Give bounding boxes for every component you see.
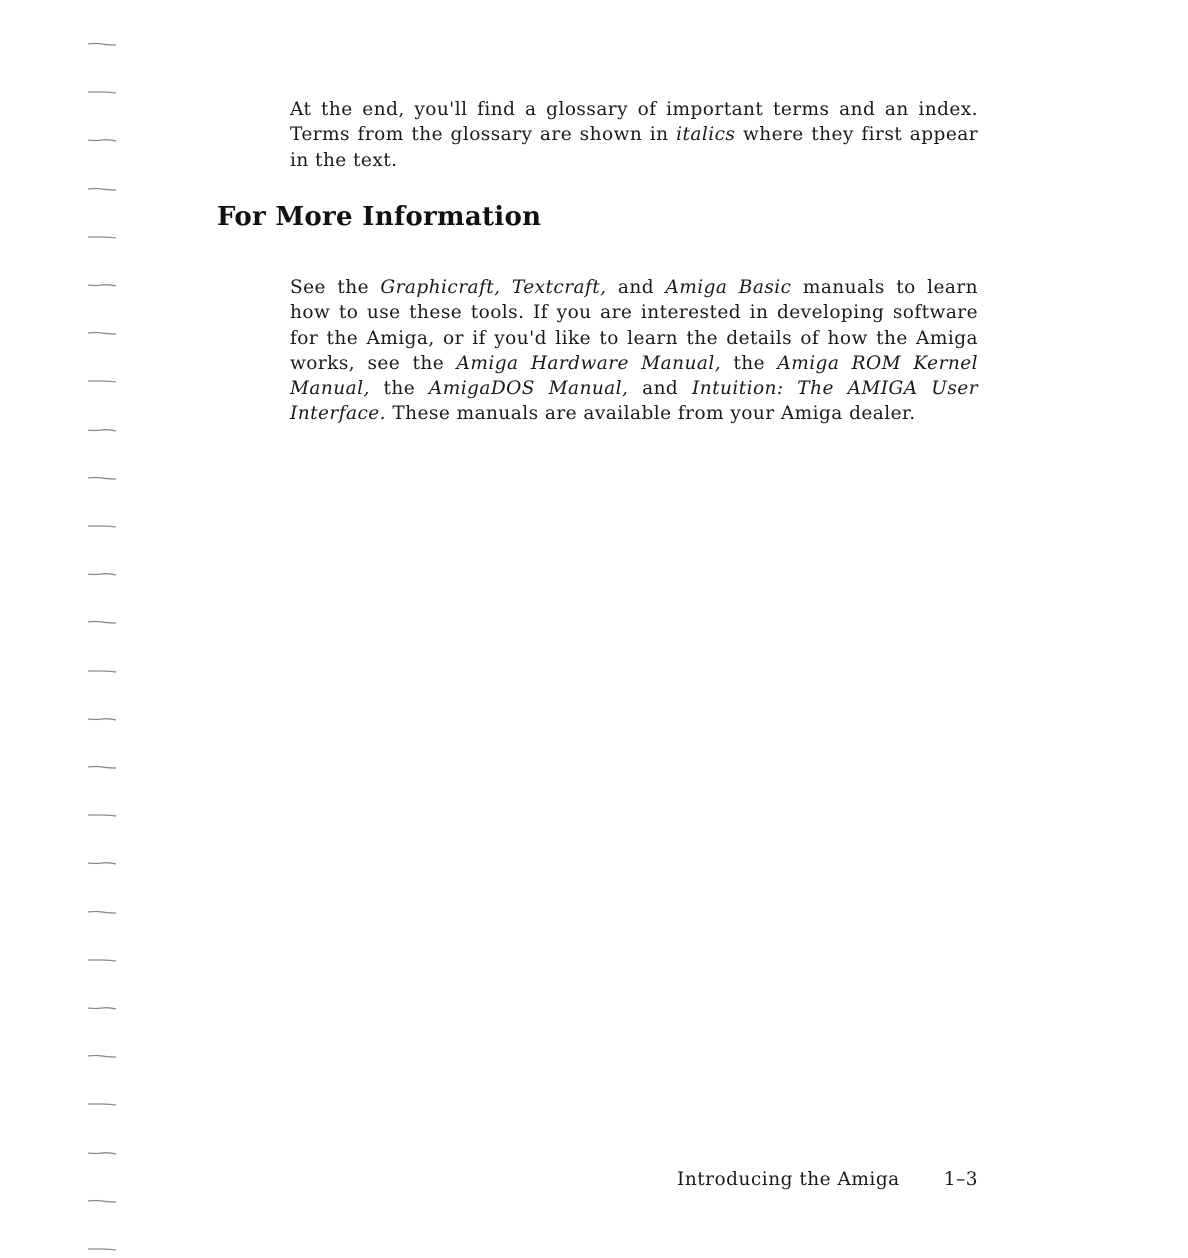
binding-tick-mark	[88, 333, 116, 335]
info-text-8: These manuals are available from your Amiga dealer.	[386, 403, 916, 425]
binding-tick-mark	[88, 1056, 116, 1058]
info-text-3: and	[606, 277, 666, 298]
binding-tick-mark	[88, 863, 116, 864]
binding-tick-mark	[88, 1201, 116, 1203]
binding-tick-mark	[88, 719, 116, 720]
info-italic-amigados-manual: AmigaDOS Manual,	[428, 378, 629, 400]
binding-tick-mark	[88, 1153, 116, 1154]
binding-tick-mark	[88, 960, 116, 961]
binding-tick-mark	[88, 671, 116, 672]
info-italic-textcraft: Textcraft,	[511, 277, 607, 298]
binding-tick-mark	[88, 1008, 116, 1009]
binding-tick-mark	[88, 767, 116, 769]
binding-tick-mark	[88, 622, 116, 624]
intro-text	[290, 97, 978, 173]
binding-tick-mark	[88, 430, 116, 431]
binding-tick-mark	[88, 189, 116, 191]
info-text-5: the	[721, 352, 778, 374]
section-heading: For More Information	[217, 202, 542, 232]
binding-tick-mark	[88, 381, 116, 382]
binding-tick-mark	[88, 44, 116, 46]
footer-chapter-title: Introducing the Amiga	[677, 1169, 900, 1190]
binding-tick-mark	[88, 912, 116, 914]
page-footer	[600, 1169, 978, 1190]
binding-tick-mark	[88, 237, 116, 238]
info-italic-graphicraft: Graphicraft,	[380, 277, 501, 298]
info-text-7: and	[628, 378, 692, 400]
binding-tick-mark	[88, 92, 116, 93]
binding-tick-mark	[88, 1249, 116, 1250]
intro-text-part-1: At the end, you'll find a glossary of important terms and an index. Terms from the glossary are shown in	[290, 99, 978, 146]
binding-tick-mark	[88, 574, 116, 575]
binding-tick-mark	[88, 1104, 116, 1105]
info-text-1: See the	[290, 277, 381, 298]
info-italic-amiga-basic: Amiga Basic	[665, 277, 792, 298]
info-italic-hardware-manual: Amiga Hardware Manual,	[456, 352, 722, 374]
binding-tick-mark	[88, 526, 116, 527]
binding-edge-marks	[86, 0, 120, 1258]
info-text-6: the	[369, 378, 429, 400]
intro-italic-term: italics	[676, 124, 736, 146]
info-text-4: manuals to learn how to use these tools. If you are interested in developing software for the Amiga, or if you'd like to learn the details of how the Amiga works, see the	[290, 277, 978, 374]
info-italic-rom-kernel-manual: Amiga ROM Kernel Manual,	[290, 352, 979, 400]
info-text-2	[500, 277, 511, 298]
binding-tick-mark	[88, 140, 116, 141]
binding-tick-mark	[88, 815, 116, 816]
more-info-text	[290, 275, 978, 427]
intro-text-part-2: where they first appear in the text.	[290, 124, 978, 171]
binding-tick-mark	[88, 478, 116, 480]
info-italic-intuition: Intuition: The AMIGA User Interface.	[290, 378, 978, 425]
intro-paragraph	[290, 97, 978, 173]
binding-tick-mark	[88, 285, 116, 286]
more-info-paragraph	[290, 275, 978, 427]
footer-page-number: 1–3	[943, 1169, 978, 1190]
